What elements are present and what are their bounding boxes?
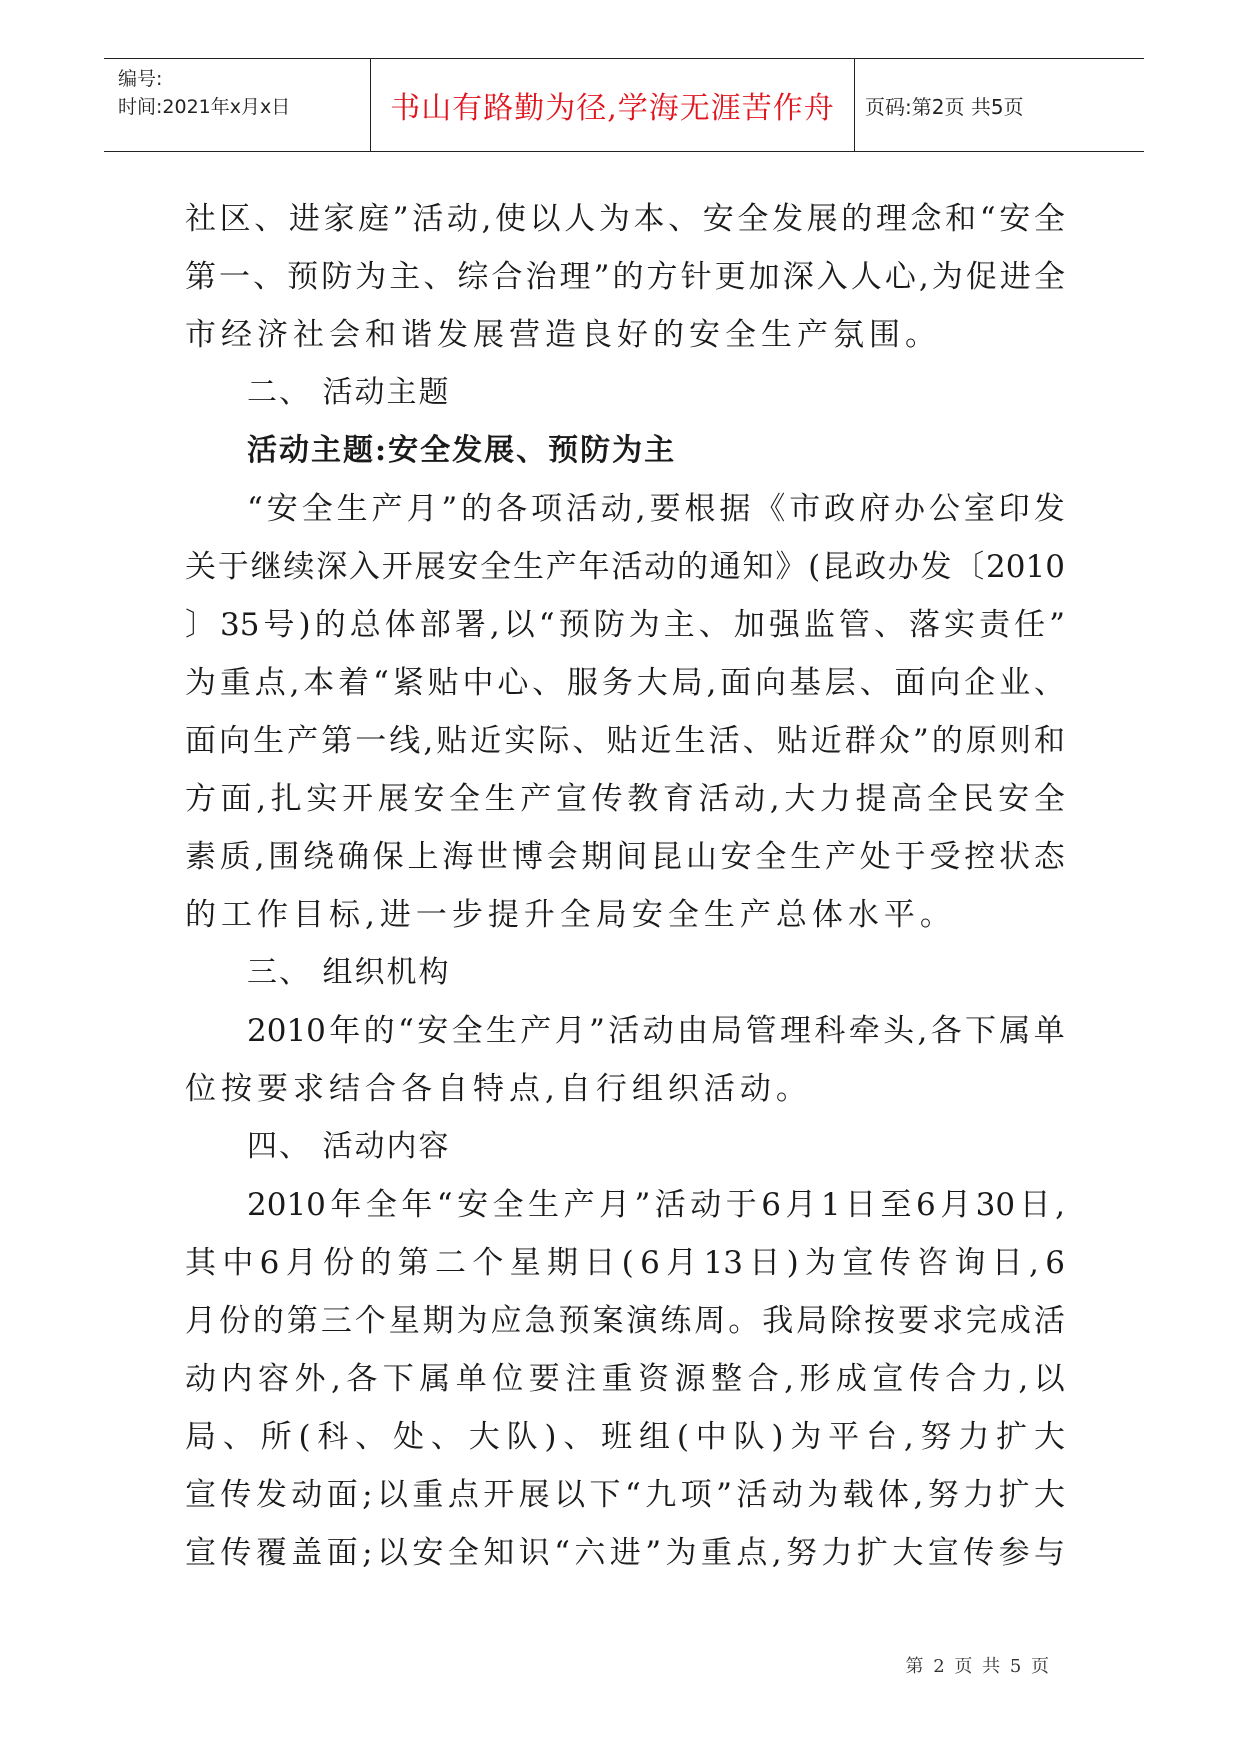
body-line: “ 安 全 生 产 月 ” 的 各 项 活 动 , 要 根 据 《 市 政 府 办 公 室 印 发	[247, 491, 1065, 527]
document-header	[104, 58, 1144, 152]
body-line: 素 质 , 围 绕 确 保 上 海 世 博 会 期 间 昆 山 安 全 生 产 处 于 受 控 状 态	[185, 839, 1065, 875]
page-footer: 第 2 页 共 5 页	[905, 1656, 1051, 1677]
body-line: 2010 年 全 年 “ 安 全 生 产 月 ” 活 动 于 6 月 1 日 至 6 月 30 日 ,	[247, 1187, 1065, 1223]
body-line: 宣 传 发 动 面 ; 以 重 点 开 展 以 下 “ 九 项 ” 活 动 为 载 体 , 努 力 扩 大	[185, 1477, 1065, 1513]
body-line: 第 一 、 预 防 为 主 、 综 合 治 理 ” 的 方 针 更 加 深 入 人 心 , 为 促 进 全	[185, 259, 1065, 295]
header-info-cell	[104, 59, 370, 151]
body-line: 社 区 、 进 家 庭 ” 活 动 , 使 以 人 为 本 、 安 全 发 展 的 理 念 和 “ 安 全	[185, 201, 1065, 237]
body-line: 位按要求结合各自特点,自行组织活动。	[185, 1071, 812, 1107]
body-line: 市经济社会和谐发展营造良好的安全生产氛围。	[185, 317, 941, 353]
body-line: 宣 传 覆 盖 面 ; 以 安 全 知 识 “ 六 进 ” 为 重 点 , 努 力 扩 大 宣 传 参 与	[185, 1535, 1065, 1571]
body-line: 局 、 所 ( 科 、 处 、 大 队 ) 、 班 组 ( 中 队 ) 为 平 台 , 努 力 扩 大	[185, 1419, 1065, 1455]
header-page-code: 页码:第2页 共5页	[865, 94, 1024, 119]
body-line: 2010 年 的 “ 安 全 生 产 月 ” 活 动 由 局 管 理 科 牵 头 , 各 下 属 单	[247, 1013, 1065, 1049]
header-motto: 书山有路勤为径,学海无涯苦作舟	[390, 91, 835, 126]
header-page-cell	[855, 59, 1144, 151]
activity-theme: 活动主题:安全发展、预防为主	[247, 433, 677, 468]
body-line: 的工作目标,进一步提升全局安全生产总体水平。	[185, 897, 956, 933]
section-heading: 四、 活动内容	[247, 1129, 451, 1164]
body-line: 其 中 6 月 份 的 第 二 个 星 期 日 ( 6 月 13 日 ) 为 宣 传 咨 询 日 , 6	[185, 1245, 1065, 1281]
body-line: 〕 35 号 ) 的 总 体 部 署 , 以 “ 预 防 为 主 、 加 强 监 管 、 落 实 责 任 ”	[185, 607, 1065, 643]
document-number-label: 编号:	[118, 68, 163, 90]
body-line: 为 重 点 , 本 着 “ 紧 贴 中 心 、 服 务 大 局 , 面 向 基 层 、 面 向 企 业 、	[185, 665, 1065, 701]
header-motto-cell	[370, 59, 855, 151]
body-line: 关 于 继 续 深 入 开 展 安 全 生 产 年 活 动 的 通 知 》 ( 昆 政 办 发 〔 2010	[185, 549, 1065, 585]
body-line: 面 向 生 产 第 一 线 , 贴 近 实 际 、 贴 近 生 活 、 贴 近 群 众 ” 的 原 则 和	[185, 723, 1065, 759]
section-heading: 二、 活动主题	[247, 375, 451, 410]
body-line: 方 面 , 扎 实 开 展 安 全 生 产 宣 传 教 育 活 动 , 大 力 提 高 全 民 安 全	[185, 781, 1065, 817]
section-heading: 三、 组织机构	[247, 955, 451, 990]
body-line: 月 份 的 第 三 个 星 期 为 应 急 预 案 演 练 周 。 我 局 除 按 要 求 完 成 活	[185, 1303, 1065, 1339]
document-body	[185, 190, 1065, 1582]
body-line: 动 内 容 外 , 各 下 属 单 位 要 注 重 资 源 整 合 , 形 成 宣 传 合 力 , 以	[185, 1361, 1065, 1397]
document-time-label: 时间:2021年x月x日	[118, 96, 291, 118]
